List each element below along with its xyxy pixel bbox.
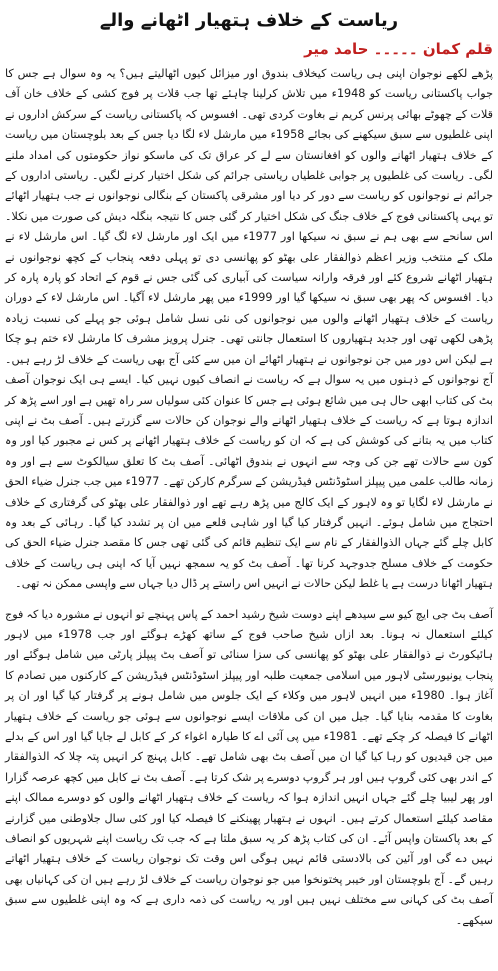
article-paragraph-2: آصف بٹ جی ایچ کیو سے سیدھے اپنے دوست شیخ رشید احمد کے پاس پہنچے تو انہوں نے مشورہ دیا کہ فوج کیلئے استعمال نہ ہونا۔ بعد ازاں شیخ صاحب فوج کے ساتھ کھڑے ہوگئے اور جب 1978ء میں لاہور ہائیکورٹ نے ذوالفقار علی بھٹو کو پھانسی کی سزا سنائی تو آصف بٹ پیپلز پارٹی میں شامل ہوگئے اور پنجاب یونیورسٹی لاہور میں اسلامی جمعیت طلبہ اور پیپلز اسٹوڈنٹس فیڈریشن کے کارکنوں میں تصادم کا آغاز ہوا۔ 1980ء میں انہیں لاہور میں وکلاء کے ایک جلوس میں شامل ہونے پر گرفتار کیا گیا اور ان پر بغاوت کا مقدمہ بنایا گیا۔ جیل میں ان کی ملاقات ایسے نوجوانوں سے ہوئی جو ریاست کے خلاف ہتھیار اٹھانے کا فیصلہ کر چکے تھے۔ 1981ء میں پی آئی اے کا طیارہ اغواء کر کے کابل لے جایا گیا اور اس کے بدلے میں جن قیدیوں کو رہا کیا گیا ان میں آصف بٹ بھی شامل تھے۔ کابل پہنچ کر انہیں پتہ چلا کہ الذوالفقار کے اندر بھی کئی گروپ ہیں اور ہر گروپ دوسرے پر شک کرتا ہے۔ آصف بٹ نے کابل میں کچھ عرصہ گزارا اور پھر لیبیا چلے گئے جہاں انہیں اندازہ ہوا کہ ریاست کے خلاف ہتھیار اٹھانے والوں کو دوسرے ممالک اپنے مقاصد کیلئے استعمال کرتے ہیں۔ انہوں نے ہتھیار پھینکنے کا فیصلہ کیا اور کئی سال جلاوطنی میں گزارنے کے بعد پاکستان واپس آئے۔ ان کی کتاب پڑھ کر یہ سبق ملتا ہے کہ جب تک ریاست اپنے شہریوں کو انصاف نہیں دے گی اور آئین کی بالادستی قائم نہیں ہوگی اس وقت تک نوجوان ریاست کے خلاف ہتھیار اٹھاتے رہیں گے۔ آج بلوچستان اور خیبر پختونخوا میں جو نوجوان ریاست کے خلاف لڑ رہے ہیں ان کی کہانیاں بھی آصف بٹ کی کہانی سے مختلف نہیں ہیں اور یہ ریاست کی ذمہ داری ہے کہ وہ اپنی غلطیوں سے سبق سیکھے۔: [5, 607, 493, 927]
article-paragraph-1: پڑھے لکھے نوجوان اپنی ہی ریاست کیخلاف بندوق اور میزائل کیوں اٹھالیتے ہیں؟ یہ وہ سوال ہے جس کا جواب پاکستانی ریاست کو 1948ء میں تلاش کرلینا چاہئے تھا جب قلات پر فوج کشی کے خلاف خان آف قلات کے چھوٹے بھائی پرنس کریم نے بغاوت کردی تھی۔ افسوس کہ پاکستانی ریاست کے سرکش اداروں نے اپنی غلطیوں سے سبق سیکھنے کی بجائے 1958ء میں مارشل لاء لگا دیا جس کے بعد بلوچستان میں ریاست کے خلاف ہتھیار اٹھانے والوں کو افغانستان سے لے کر عراق تک کی ماسکو نواز حکومتوں کی امداد ملنے لگی۔ ریاست کی غلطیوں پر جوابی غلطیاں ریاستی جرائم کی شکل اختیار کرنے لگیں۔ ریاستی اداروں کے جرائم نے نوجوانوں کو ریاست سے دور کر دیا اور مشرقی پاکستان کے بنگالی نوجوانوں نے جب ہتھیار اٹھائے تو یہی پاکستانی فوج کے خلاف جنگ کی شکل اختیار کر گئی جس کا نتیجہ بنگلہ دیش کی صورت میں نکلا۔ اس سانحے سے بھی ہم نے سبق نہ سیکھا اور 1977ء میں ایک اور مارشل لاء لگ گیا۔ اس مارشل لاء نے ملک کے منتخب وزیر اعظم ذوالفقار علی بھٹو کو پھانسی دی تو پہلی دفعہ پنجاب کے کچھ نوجوانوں نے ہتھیار اٹھانے شروع کئے اور فرقہ وارانہ سیاست کی آبیاری کی گئی جس نے قوم کے اتحاد کو پارہ پارہ کر دیا۔ افسوس کہ پھر بھی سبق نہ سیکھا گیا اور 1999ء میں پھر مارشل لاء آگیا۔ اس مارشل لاء کے دوران ریاست کے خلاف ہتھیار اٹھانے والوں میں نوجوانوں کی نئی نسل شامل ہوئی جو پہلے کی نسبت زیادہ پڑھی لکھی تھی اور جدید ہتھیاروں کا استعمال جانتی تھی۔ جنرل پرویز مشرف کا مارشل لاء ختم ہو چکا ہے لیکن اس دور میں جن نوجوانوں نے ہتھیار اٹھائے ان میں سے کئی آج بھی ریاست کے خلاف لڑ رہے ہیں۔ آج نوجوانوں کے ذہنوں میں یہ سوال ہے کہ ریاست نے انصاف کیوں نہیں کیا۔ ایسے ہی ایک نوجوان آصف بٹ کی کتاب ابھی حال ہی میں شائع ہوئی ہے جس کا عنوان کئی سولیاں سر راہ تھیں ہے اور اسے پڑھ کر اندازہ ہوتا ہے کہ ریاست کے خلاف ہتھیار اٹھانے والے نوجوان کن حالات سے گزرتے ہیں۔ آصف بٹ نے اپنی کتاب میں یہ بتانے کی کوشش کی ہے کہ ان کو ریاست کے خلاف ہتھیار اٹھانے پر کس نے مجبور کیا اور وہ کون سے حالات تھے جن کی وجہ سے انہوں نے بندوق اٹھائی۔ آصف بٹ کا تعلق سیالکوٹ سے ہے اور وہ زمانہ طالب علمی میں پیپلز اسٹوڈنٹس فیڈریشن کے سرگرم کارکن تھے۔ 1977ء میں جب جنرل ضیاء الحق نے مارشل لاء لگایا تو وہ لاہور کے ایک کالج میں پڑھ رہے تھے اور ذوالفقار علی بھٹو کی گرفتاری کے خلاف احتجاج میں شامل ہوئے۔ انہیں گرفتار کیا گیا اور شاہی قلعے میں ان پر تشدد کیا گیا۔ رہائی کے بعد وہ کابل چلے گئے جہاں الذوالفقار کے نام سے ایک تنظیم قائم کی گئی تھی جس کا مقصد جنرل ضیاء الحق کی حکومت کے خلاف مسلح جدوجہد کرنا تھا۔ آصف بٹ کو یہ سمجھ نہیں آیا کہ اپنی ہی ریاست کے خلاف ہتھیار اٹھانا درست ہے یا غلط لیکن حالات نے انہیں اس راستے پر ڈال دیا جہاں سے واپسی ممکن نہ تھی۔: [5, 67, 494, 591]
article-byline: قلم کمان ۔۔۔۔۔ حامد میر: [304, 40, 493, 58]
article-title: ریاست کے خلاف ہتھیار اٹھانے والے: [99, 10, 399, 31]
